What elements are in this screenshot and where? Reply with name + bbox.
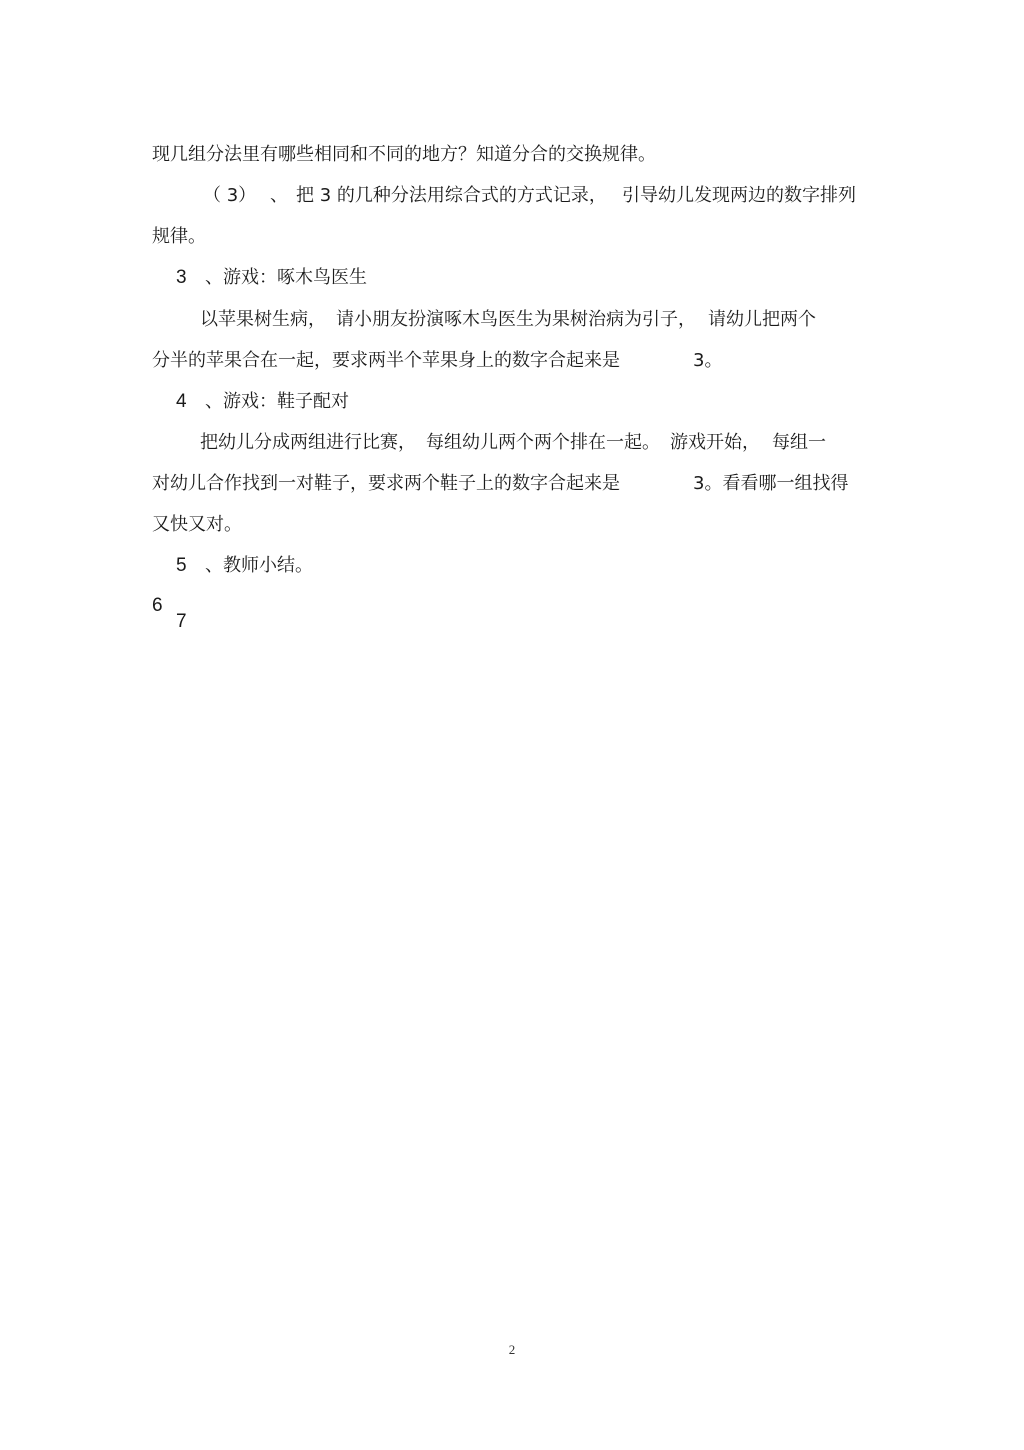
section-number: 6 [152,595,163,616]
page-number: 2 [508,1342,516,1357]
paragraph-line: 请幼儿把两个 [708,309,816,330]
section-number: 3 [176,267,187,288]
section-heading: 、游戏：鞋子配对 [205,391,349,412]
paragraph-line: 请小朋友扮演啄木鸟医生为果树治病为引子， [336,309,696,330]
paragraph-line: 现几组分法里有哪些相同和不同的地方？知道分合的交换规律。 [152,144,656,165]
section-number: 4 [176,391,187,412]
section-heading: 、游戏：啄木鸟医生 [205,267,367,288]
paragraph-line: 又快又对。 [152,514,242,535]
paragraph-line: 分半的苹果合在一起，要求两半个苹果身上的数字合起来是 [152,350,620,371]
section-number: 7 [176,611,187,632]
paragraph-line: 把幼儿分成两组进行比赛， [200,432,416,453]
section-number: 5 [176,555,187,576]
paragraph-line: 规律。 [152,226,206,247]
paragraph-line: 对幼儿合作找到一对鞋子，要求两个鞋子上的数字合起来是 [152,473,620,494]
paragraph-line: 3。 [693,350,723,371]
paragraph-line: 3。看看哪一组找得 [693,473,849,494]
section-heading: 、教师小结。 [205,555,313,576]
paragraph-line: 每组幼儿两个两个排在一起。 [426,432,660,453]
paragraph-line: 每组一 [772,432,826,453]
list-separator: 、 [270,185,288,206]
paragraph-line: 游戏开始， [670,432,760,453]
step-number: （ 3） [203,185,257,206]
paragraph-line: 把 3 的几种分法用综合式的方式记录， [296,185,607,206]
paragraph-line: 引导幼儿发现两边的数字排列 [622,185,856,206]
paragraph-line: 以苹果树生病， [200,309,326,330]
